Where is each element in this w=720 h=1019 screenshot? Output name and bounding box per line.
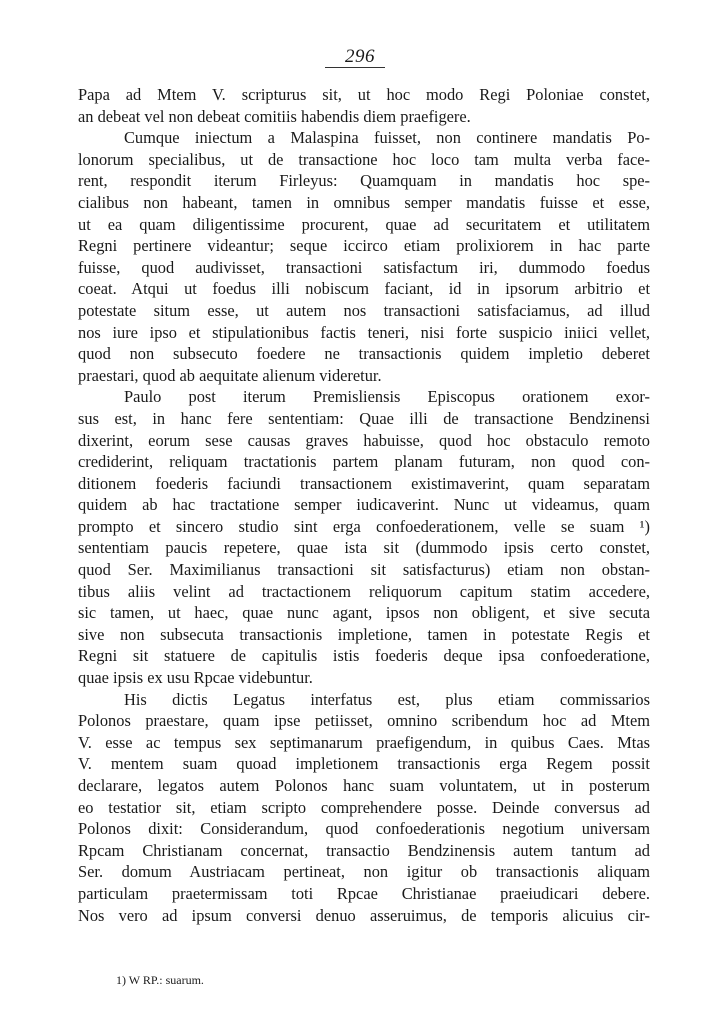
body-text (78, 84, 650, 926)
text-line: Ser. domum Austriacam pertineat, non igitur ob transactionis aliquam (78, 862, 650, 882)
text-line: V. esse ac tempus sex septimanarum praefigendum, in quibus Caes. Mtas (78, 732, 650, 752)
text-line: fuisse, quod audivisset, transactioni satisfactum iri, dummodo foedus (78, 257, 650, 277)
text-line: lonorum specialibus, ut de transactione hoc loco tam multa verba face- (78, 149, 650, 169)
text-line: declarare, legatos autem Polonos hanc suam voluntatem, ut in posterum (78, 776, 650, 795)
text-line: praestari, quod ab aequitate alienum videretur. (78, 365, 382, 385)
page-number: 296 (345, 46, 375, 67)
text-line: Regni sit statuere de capitulis istis foederis deque ipsa confoederatione, (78, 646, 650, 666)
text-line: V. mentem suam quoad impletionem transactionis erga Regem possit (78, 754, 650, 774)
text-line: sententiam paucis repetere, quae ista sit (dummodo ipsis certo constet, (78, 538, 650, 558)
footnote-text: W RP.: suarum. (128, 973, 204, 987)
text-line: Polonos praestare, quam ipse petiisset, omnino scribendum hoc ad Mtem (78, 711, 650, 731)
text-line: prompto et sincero studio sint erga confoederationem, velle se suam ¹) (78, 516, 650, 536)
text-line: dixerint, eorum sese causas graves habuisse, quod hoc obstaculo remoto (78, 430, 650, 450)
text-line: sive non subsecuta transactionis impletione, tamen in potestate Regis et (78, 624, 650, 644)
text-line: rent, respondit iterum Firleyus: Quamquam in mandatis hoc spe- (78, 171, 650, 191)
text-line: Cumque iniectum a Malaspina fuisset, non continere mandatis Po- (124, 128, 650, 148)
text-line: quae ipsis ex usu Rpcae videbuntur. (78, 668, 313, 688)
text-line: an debeat vel non debeat comitiis habendis diem praefigere. (78, 106, 471, 126)
footnote (116, 972, 204, 988)
text-line: particulam praetermissam toti Rpcae Christianae praeiudicari debere. (78, 883, 650, 903)
text-line: quidem ab hac tractatione semper iudicaverint. Nunc ut videamus, quam (78, 495, 650, 515)
text-line: His dictis Legatus interfatus est, plus etiam commissarios (124, 689, 650, 709)
text-line: ut ea quam diligentissime procurent, quae ad securitatem et utilitatem (78, 214, 650, 234)
text-line: Papa ad Mtem V. scripturus sit, ut hoc modo Regi Poloniae constet, (78, 85, 650, 104)
text-line: quod non subsecuto foedere ne transactionis quidem impletio deberet (78, 344, 650, 364)
page-number-rule (325, 67, 385, 68)
text-line: sic tamen, ut haec, quae nunc agant, ipsos non obligent, et sive secuta (78, 603, 650, 623)
text-line: Regni pertinere videantur; seque iccirco etiam prolixiorem in hac parte (78, 236, 650, 256)
text-line: eo testatior sit, etiam scripto comprehendere posse. Deinde conversus ad (78, 797, 650, 817)
text-line: Polonos dixit: Considerandum, quod confoederationis negotium universam (78, 819, 650, 839)
text-line: tibus aliis velint ad tractactionem reliquorum capitum statim accedere, (78, 581, 650, 601)
text-line: ditionem foederis faciundi transactionem existimaverint, quam separatam (78, 473, 650, 493)
text-line: potestate situm esse, ut autem nos transactioni satisfaciamus, ad illud (78, 300, 650, 320)
footnote-marker: 1) (116, 973, 126, 987)
text-line: coeat. Atqui ut foedus illi nobiscum faciant, id in ipsorum arbitrio et (78, 279, 650, 299)
text-line: sus est, in hanc fere sententiam: Quae illi de transactione Bendzinensi (78, 408, 650, 428)
text-line: crediderint, reliquam tractationis partem planam futuram, non quod con- (78, 452, 650, 472)
text-line: quod Ser. Maximilianus transactioni sit satisfacturus) etiam non obstan- (78, 560, 650, 580)
text-line: Paulo post iterum Premisliensis Episcopus orationem exor- (124, 387, 650, 407)
text-line: nos iure ipso et stipulationibus factis teneri, nisi forte suspicio iniici vellet, (78, 322, 650, 342)
text-line: Rpcam Christianam concernat, transactio Bendzinensis autem tantum ad (78, 840, 650, 860)
text-line: Nos vero ad ipsum conversi denuo asseruimus, de temporis alicuius cir- (78, 905, 650, 925)
text-line: cialibus non habeant, tamen in omnibus semper mandatis fuisse et esse, (78, 192, 650, 212)
